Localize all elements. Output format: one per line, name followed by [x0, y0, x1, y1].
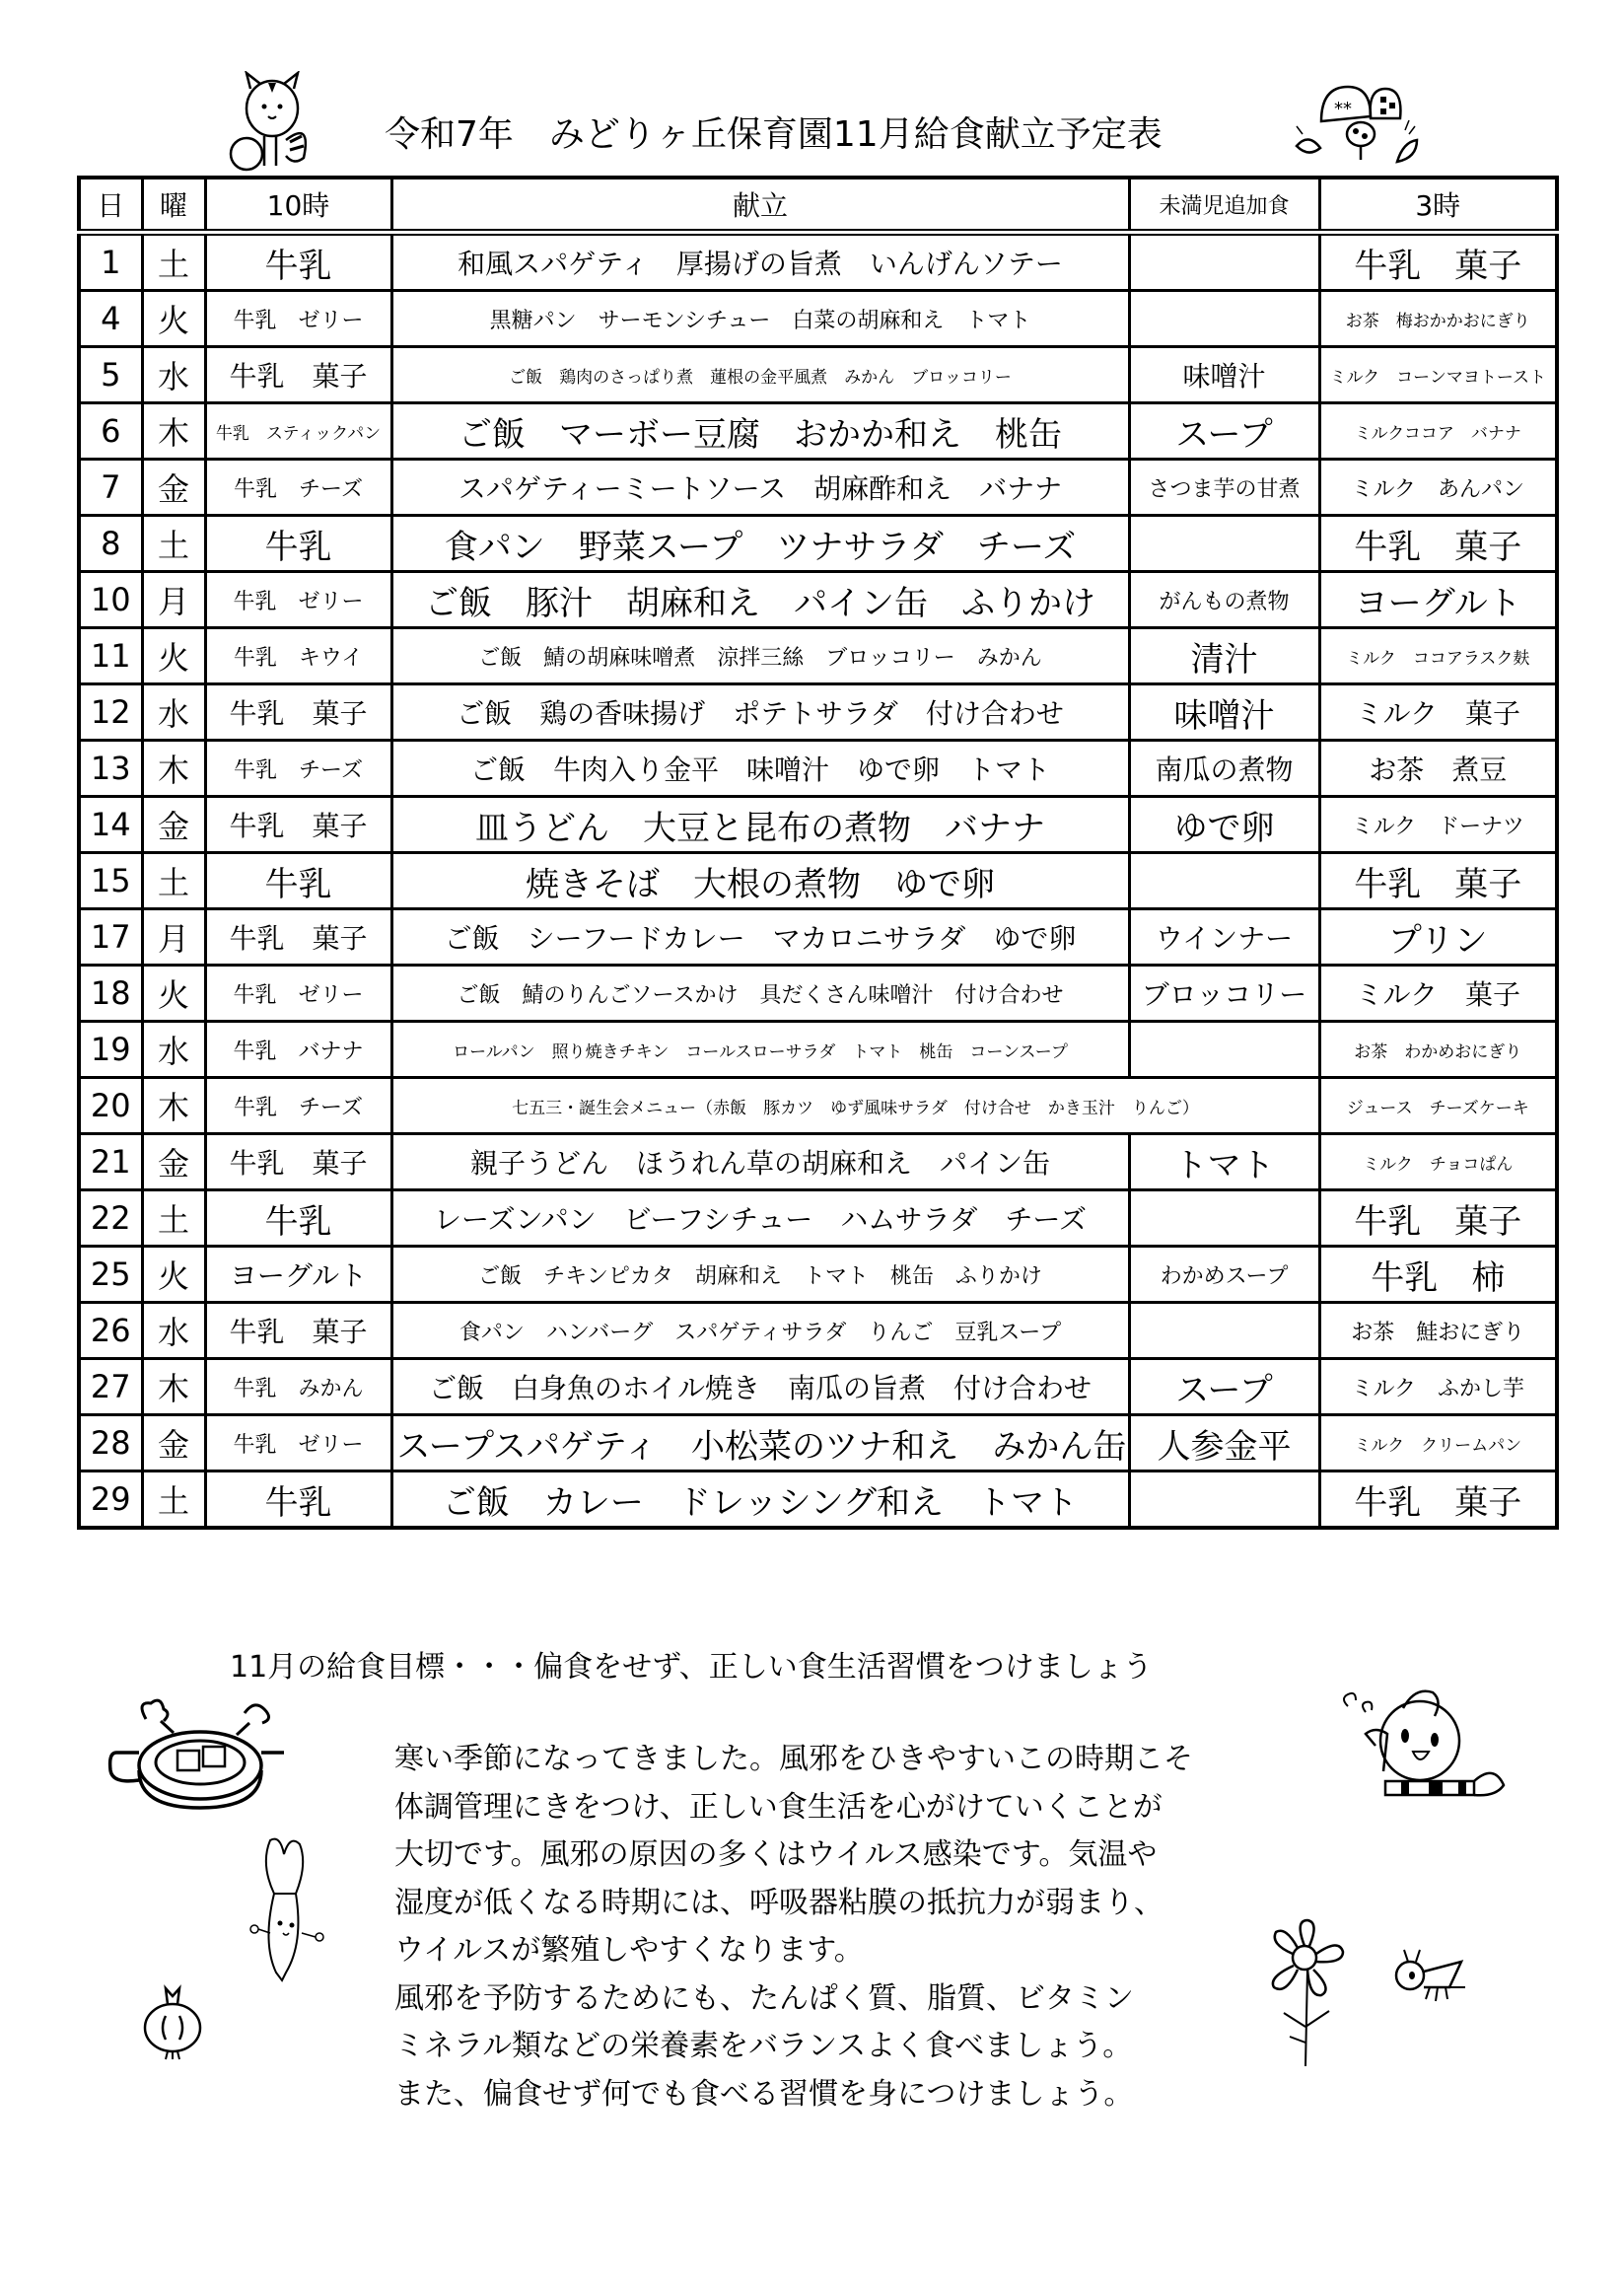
weekday-cell: 木 [142, 403, 205, 460]
message-line: また、偏食せず何でも食べる習慣を身につけましょう。 [394, 2076, 1134, 2112]
menu-cell: 食パン 野菜スープ ツナサラダ チーズ [391, 516, 1129, 572]
day-cell: 27 [79, 1359, 142, 1415]
menu-cell: 黒糖パン サーモンシチュー 白菜の胡麻和え トマト [391, 291, 1129, 347]
menu-table [77, 176, 1559, 1530]
table-row [79, 1247, 1557, 1303]
day-cell: 15 [79, 853, 142, 909]
day-cell: 20 [79, 1078, 142, 1134]
day-cell: 11 [79, 628, 142, 684]
table-row [79, 684, 1557, 741]
menu-cell: ご飯 鶏の香味揚げ ポテトサラダ 付け合わせ [391, 684, 1129, 741]
snack-pm-cell: 牛乳 菓子 [1319, 1471, 1557, 1529]
table-row [79, 909, 1557, 966]
weekday-cell: 水 [142, 1022, 205, 1078]
column-header-day: 日 [79, 178, 142, 233]
snack-am-cell: 牛乳 ゼリー [205, 1415, 391, 1471]
message-line: 湿度が低くなる時期には、呼吸器粘膜の抵抗力が弱まり、 [394, 1885, 1164, 1920]
snack-am-cell: 牛乳 [205, 1471, 391, 1529]
snack-pm-cell: お茶 わかめおにぎり [1319, 1022, 1557, 1078]
snack-am-cell: 牛乳 菓子 [205, 684, 391, 741]
infant-extra-cell: 清汁 [1129, 628, 1319, 684]
day-cell: 6 [79, 403, 142, 460]
snack-pm-cell: ミルク クリームパン [1319, 1415, 1557, 1471]
snack-pm-cell: 牛乳 菓子 [1319, 853, 1557, 909]
weekday-cell: 金 [142, 1415, 205, 1471]
table-row [79, 628, 1557, 684]
infant-extra-cell [1129, 291, 1319, 347]
svg-text:**: ** [1334, 99, 1352, 119]
snack-am-cell: 牛乳 バナナ [205, 1022, 391, 1078]
weekday-cell: 土 [142, 853, 205, 909]
infant-extra-cell: わかめスープ [1129, 1247, 1319, 1303]
table-row [79, 516, 1557, 572]
menu-cell: ご飯 鯖の胡麻味噌煮 涼拌三絲 ブロッコリー みかん [391, 628, 1129, 684]
infant-extra-cell: 人参金平 [1129, 1415, 1319, 1471]
table-row [79, 853, 1557, 909]
menu-cell: レーズンパン ビーフシチュー ハムサラダ チーズ [391, 1190, 1129, 1247]
snack-pm-cell: ミルク ドーナツ [1319, 797, 1557, 853]
snack-pm-cell: ジュース チーズケーキ [1319, 1078, 1557, 1134]
menu-cell: ご飯 チキンピカタ 胡麻和え トマト 桃缶 ふりかけ [391, 1247, 1129, 1303]
snack-am-cell: 牛乳 [205, 853, 391, 909]
snack-am-cell: 牛乳 チーズ [205, 1078, 391, 1134]
snack-pm-cell: ミルク コーンマヨトースト [1319, 347, 1557, 403]
table-row [79, 1190, 1557, 1247]
infant-extra-cell: トマト [1129, 1134, 1319, 1190]
column-header-infant-extra: 未満児追加食 [1129, 178, 1319, 233]
nutrition-message [394, 1736, 1311, 2118]
snack-am-cell: 牛乳 ゼリー [205, 966, 391, 1022]
table-row [79, 1303, 1557, 1359]
menu-cell: ご飯 マーボー豆腐 おかか和え 桃缶 [391, 403, 1129, 460]
column-header-menu: 献立 [391, 178, 1129, 233]
weekday-cell: 土 [142, 1471, 205, 1529]
weekday-cell: 土 [142, 1190, 205, 1247]
snack-pm-cell: ヨーグルト [1319, 572, 1557, 628]
infant-extra-cell [1129, 233, 1319, 291]
message-line: 風邪を予防するためにも、たんぱく質、脂質、ビタミン [394, 1980, 1134, 2016]
snack-am-cell: 牛乳 ゼリー [205, 572, 391, 628]
table-row [79, 1078, 1557, 1134]
message-line: ミネラル類などの栄養素をバランスよく食べましょう。 [394, 2029, 1133, 2063]
menu-cell: スープスパゲティ 小松菜のツナ和え みかん缶 [391, 1415, 1129, 1471]
day-cell: 14 [79, 797, 142, 853]
snack-pm-cell: ミルク 菓子 [1319, 684, 1557, 741]
infant-extra-cell: ブロッコリー [1129, 966, 1319, 1022]
weekday-cell: 土 [142, 516, 205, 572]
day-cell: 17 [79, 909, 142, 966]
infant-extra-cell [1129, 1190, 1319, 1247]
menu-cell: 皿うどん 大豆と昆布の煮物 バナナ [391, 797, 1129, 853]
onion-illustration-icon [138, 1982, 207, 2061]
infant-extra-cell: さつま芋の甘煮 [1129, 460, 1319, 516]
weekday-cell: 木 [142, 1359, 205, 1415]
menu-cell: ご飯 カレー ドレッシング和え トマト [391, 1471, 1129, 1529]
infant-extra-cell: スープ [1129, 403, 1319, 460]
weekday-cell: 火 [142, 1247, 205, 1303]
table-header-row [79, 178, 1557, 233]
weekday-cell: 水 [142, 347, 205, 403]
snack-am-cell: 牛乳 [205, 516, 391, 572]
day-cell: 4 [79, 291, 142, 347]
menu-cell: ご飯 豚汁 胡麻和え パイン缶 ふりかけ [391, 572, 1129, 628]
snack-pm-cell: お茶 煮豆 [1319, 741, 1557, 797]
page-title: 令和7年 みどりヶ丘保育園11月給食献立予定表 [385, 114, 1163, 155]
menu-cell: 親子うどん ほうれん草の胡麻和え パイン缶 [391, 1134, 1129, 1190]
day-cell: 22 [79, 1190, 142, 1247]
day-cell: 28 [79, 1415, 142, 1471]
day-cell: 19 [79, 1022, 142, 1078]
day-cell: 21 [79, 1134, 142, 1190]
infant-extra-cell: がんもの煮物 [1129, 572, 1319, 628]
snack-am-cell: 牛乳 キウイ [205, 628, 391, 684]
table-row [79, 291, 1557, 347]
menu-cell: ご飯 シーフードカレー マカロニサラダ ゆで卵 [391, 909, 1129, 966]
day-cell: 7 [79, 460, 142, 516]
table-row [79, 347, 1557, 403]
infant-extra-cell: 味噌汁 [1129, 347, 1319, 403]
day-cell: 5 [79, 347, 142, 403]
snack-pm-cell: 牛乳 柿 [1319, 1247, 1557, 1303]
infant-extra-cell [1129, 1022, 1319, 1078]
menu-cell: 焼きそば 大根の煮物 ゆで卵 [391, 853, 1129, 909]
menu-cell: スパゲティーミートソース 胡麻酢和え バナナ [391, 460, 1129, 516]
day-cell: 12 [79, 684, 142, 741]
weekday-cell: 月 [142, 909, 205, 966]
weekday-cell: 水 [142, 684, 205, 741]
column-header-snack-pm: 3時 [1319, 178, 1557, 233]
squirrel-illustration-icon [225, 71, 318, 175]
infant-extra-cell [1129, 1471, 1319, 1529]
snack-pm-cell: 牛乳 菓子 [1319, 1190, 1557, 1247]
menu-cell: ご飯 牛肉入り金平 味噌汁 ゆで卵 トマト [391, 741, 1129, 797]
message-line: 大切です。風邪の原因の多くはウイルス感染です。気温や [394, 1837, 1158, 1872]
day-cell: 13 [79, 741, 142, 797]
infant-extra-cell: ウインナー [1129, 909, 1319, 966]
snack-pm-cell: お茶 梅おかかおにぎり [1319, 291, 1557, 347]
snack-pm-cell: お茶 鮭おにぎり [1319, 1303, 1557, 1359]
snack-pm-cell: ミルク あんパン [1319, 460, 1557, 516]
header [0, 99, 1622, 168]
table-row [79, 1022, 1557, 1078]
message-line: ウイルスが繁殖しやすくなります。 [394, 1933, 864, 1968]
infant-extra-cell: 南瓜の煮物 [1129, 741, 1319, 797]
mushroom-illustration-icon [1287, 77, 1425, 176]
snack-am-cell: 牛乳 菓子 [205, 1134, 391, 1190]
day-cell: 18 [79, 966, 142, 1022]
menu-cell: ご飯 鶏肉のさっぱり煮 蓮根の金平風煮 みかん ブロッコリー [391, 347, 1129, 403]
weekday-cell: 金 [142, 460, 205, 516]
message-line: 寒い季節になってきました。風邪をひきやすいこの時期こそ [394, 1742, 1193, 1776]
table-row [79, 572, 1557, 628]
snack-am-cell: 牛乳 スティックパン [205, 403, 391, 460]
snack-am-cell: ヨーグルト [205, 1247, 391, 1303]
menu-cell: 食パン ハンバーグ スパゲティサラダ りんご 豆乳スープ [391, 1303, 1129, 1359]
snack-am-cell: 牛乳 菓子 [205, 347, 391, 403]
weekday-cell: 木 [142, 1078, 205, 1134]
weekday-cell: 火 [142, 291, 205, 347]
weekday-cell: 土 [142, 233, 205, 291]
day-cell: 1 [79, 233, 142, 291]
sweet-potato-kid-illustration-icon [1326, 1686, 1514, 1815]
monthly-goal: 11月の給食目標・・・偏食をせず、正しい食生活習慣をつけましょう [230, 1650, 1153, 1685]
weekday-cell: 火 [142, 966, 205, 1022]
snack-am-cell: 牛乳 菓子 [205, 797, 391, 853]
table-row [79, 1359, 1557, 1415]
snack-pm-cell: ミルクココア バナナ [1319, 403, 1557, 460]
infant-extra-cell [1129, 516, 1319, 572]
message-line: 体調管理にきをつけ、正しい食生活を心がけていくことが [394, 1789, 1163, 1825]
table-row [79, 1134, 1557, 1190]
day-cell: 10 [79, 572, 142, 628]
column-header-weekday: 曜 [142, 178, 205, 233]
hotpot-illustration-icon [106, 1691, 284, 1820]
table-row [79, 460, 1557, 516]
menu-cell: 和風スパゲティ 厚揚げの旨煮 いんげんソテー [391, 233, 1129, 291]
menu-cell: 七五三・誕生会メニュー（赤飯 豚カツ ゆず風味サラダ 付け合せ かき玉汁 りんご） [391, 1078, 1319, 1134]
snack-pm-cell: ミルク ココアラスク麸 [1319, 628, 1557, 684]
snack-am-cell: 牛乳 菓子 [205, 909, 391, 966]
table-row [79, 797, 1557, 853]
weekday-cell: 金 [142, 797, 205, 853]
snack-pm-cell: 牛乳 菓子 [1319, 516, 1557, 572]
table-row [79, 403, 1557, 460]
grasshopper-illustration-icon [1390, 1948, 1479, 2007]
table-row [79, 1471, 1557, 1529]
table-row [79, 741, 1557, 797]
cosmos-flower-illustration-icon [1260, 1918, 1359, 2066]
weekday-cell: 水 [142, 1303, 205, 1359]
infant-extra-cell: ゆで卵 [1129, 797, 1319, 853]
day-cell: 25 [79, 1247, 142, 1303]
table-row [79, 966, 1557, 1022]
menu-cell: ご飯 白身魚のホイル焼き 南瓜の旨煮 付け合わせ [391, 1359, 1129, 1415]
snack-am-cell: 牛乳 チーズ [205, 460, 391, 516]
radish-character-illustration-icon [247, 1834, 325, 1992]
infant-extra-cell [1129, 1303, 1319, 1359]
snack-am-cell: 牛乳 [205, 1190, 391, 1247]
menu-cell: ロールパン 照り焼きチキン コールスローサラダ トマト 桃缶 コーンスープ [391, 1022, 1129, 1078]
snack-pm-cell: プリン [1319, 909, 1557, 966]
column-header-snack-am: 10時 [205, 178, 391, 233]
snack-pm-cell: ミルク ふかし芋 [1319, 1359, 1557, 1415]
snack-pm-cell: 牛乳 菓子 [1319, 233, 1557, 291]
weekday-cell: 木 [142, 741, 205, 797]
snack-am-cell: 牛乳 みかん [205, 1359, 391, 1415]
weekday-cell: 火 [142, 628, 205, 684]
table-row [79, 233, 1557, 291]
menu-cell: ご飯 鯖のりんごソースかけ 具だくさん味噌汁 付け合わせ [391, 966, 1129, 1022]
weekday-cell: 月 [142, 572, 205, 628]
snack-am-cell: 牛乳 ゼリー [205, 291, 391, 347]
day-cell: 29 [79, 1471, 142, 1529]
snack-pm-cell: ミルク 菓子 [1319, 966, 1557, 1022]
snack-am-cell: 牛乳 [205, 233, 391, 291]
snack-am-cell: 牛乳 チーズ [205, 741, 391, 797]
table-row [79, 1415, 1557, 1471]
snack-am-cell: 牛乳 菓子 [205, 1303, 391, 1359]
weekday-cell: 金 [142, 1134, 205, 1190]
day-cell: 8 [79, 516, 142, 572]
infant-extra-cell: 味噌汁 [1129, 684, 1319, 741]
day-cell: 26 [79, 1303, 142, 1359]
infant-extra-cell: スープ [1129, 1359, 1319, 1415]
snack-pm-cell: ミルク チョコぱん [1319, 1134, 1557, 1190]
infant-extra-cell [1129, 853, 1319, 909]
